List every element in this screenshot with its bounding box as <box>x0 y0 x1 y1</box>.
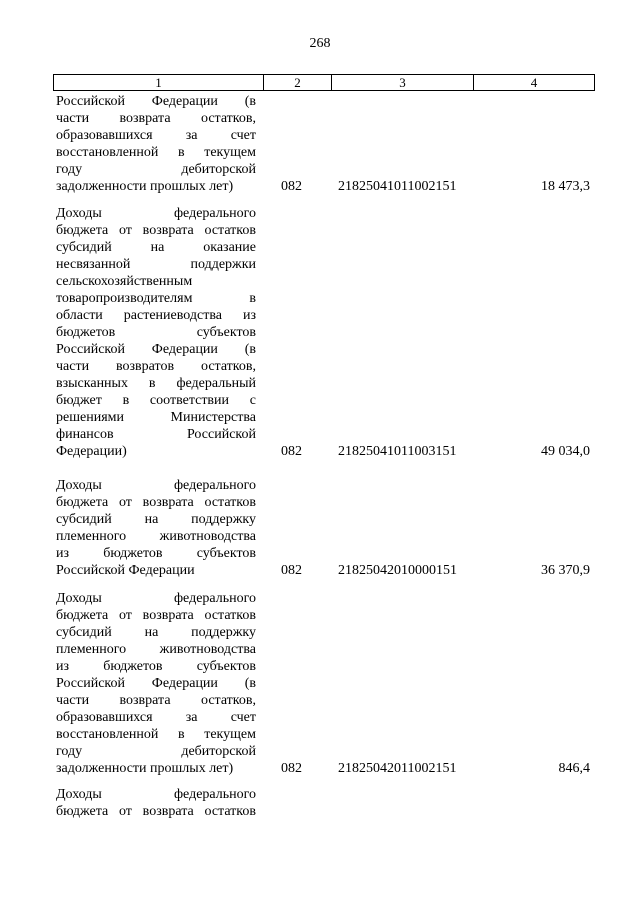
row-kbk: 21825042010000151 <box>338 563 457 578</box>
description-line: части возврата остатков, <box>56 111 256 126</box>
description-line: товаропроизводителям в <box>56 291 256 306</box>
row-description <box>56 590 256 777</box>
description-line: бюджета от возврата остатков <box>56 608 256 623</box>
row-description <box>56 205 256 460</box>
header-col-4: 4 <box>530 75 538 90</box>
description-line: бюджет в соответствии с <box>56 393 256 408</box>
description-line: Доходы федерального <box>56 206 256 221</box>
description-line: области растениеводства из <box>56 308 256 323</box>
description-line: субсидий на оказание <box>56 240 256 255</box>
header-col-2: 2 <box>264 75 332 90</box>
row-description <box>56 477 256 579</box>
description-line: Российской Федерации (в <box>56 94 256 109</box>
row-amount: 49 034,0 <box>541 444 590 459</box>
description-line: из бюджетов субъектов <box>56 546 256 561</box>
description-line: году дебиторской <box>56 744 256 759</box>
header-col-3: 3 <box>332 75 474 90</box>
description-line: Российской Федерации <box>56 563 195 578</box>
description-line: Доходы федерального <box>56 787 256 802</box>
page-number: 268 <box>309 36 331 51</box>
description-line: Российской Федерации (в <box>56 342 256 357</box>
row-description <box>56 786 256 820</box>
description-line: взысканных в федеральный <box>56 376 256 391</box>
description-line: решениями Министерства <box>56 410 256 425</box>
description-line: образовавшихся за счет <box>56 710 256 725</box>
description-line: финансов Российской <box>56 427 256 442</box>
description-line: бюджета от возврата остатков <box>56 804 256 819</box>
description-line: образовавшихся за счет <box>56 128 256 143</box>
description-line: сельскохозяйственным <box>56 274 193 289</box>
row-amount: 36 370,9 <box>541 563 590 578</box>
description-line: племенного животноводства <box>56 529 256 544</box>
description-line: несвязанной поддержки <box>56 257 256 272</box>
description-line: бюджетов субъектов <box>56 325 256 340</box>
row-amount: 846,4 <box>558 761 590 776</box>
description-line: задолженности прошлых лет) <box>56 179 234 194</box>
description-line: Федерации) <box>56 444 127 459</box>
description-line: племенного животноводства <box>56 642 256 657</box>
description-line: бюджета от возврата остатков <box>56 223 256 238</box>
description-line: году дебиторской <box>56 162 256 177</box>
table-header <box>53 74 595 91</box>
description-line: бюджета от возврата остатков <box>56 495 256 510</box>
description-line: субсидий на поддержку <box>56 512 256 527</box>
row-kbk: 21825041011002151 <box>338 179 457 194</box>
description-line: субсидий на поддержку <box>56 625 256 640</box>
row-kbk: 21825041011003151 <box>338 444 457 459</box>
description-line: Доходы федерального <box>56 478 256 493</box>
row-code: 082 <box>281 563 302 578</box>
description-line: восстановленной в текущем <box>56 145 256 160</box>
description-line: восстановленной в текущем <box>56 727 256 742</box>
description-line: из бюджетов субъектов <box>56 659 256 674</box>
description-line: задолженности прошлых лет) <box>56 761 234 776</box>
row-code: 082 <box>281 179 302 194</box>
description-line: Доходы федерального <box>56 591 256 606</box>
description-line: части возвратов остатков, <box>56 359 256 374</box>
header-col-1: 1 <box>54 75 264 90</box>
row-code: 082 <box>281 444 302 459</box>
description-line: части возврата остатков, <box>56 693 256 708</box>
row-description <box>56 93 256 195</box>
row-code: 082 <box>281 761 302 776</box>
row-kbk: 21825042011002151 <box>338 761 457 776</box>
row-amount: 18 473,3 <box>541 179 590 194</box>
description-line: Российской Федерации (в <box>56 676 256 691</box>
